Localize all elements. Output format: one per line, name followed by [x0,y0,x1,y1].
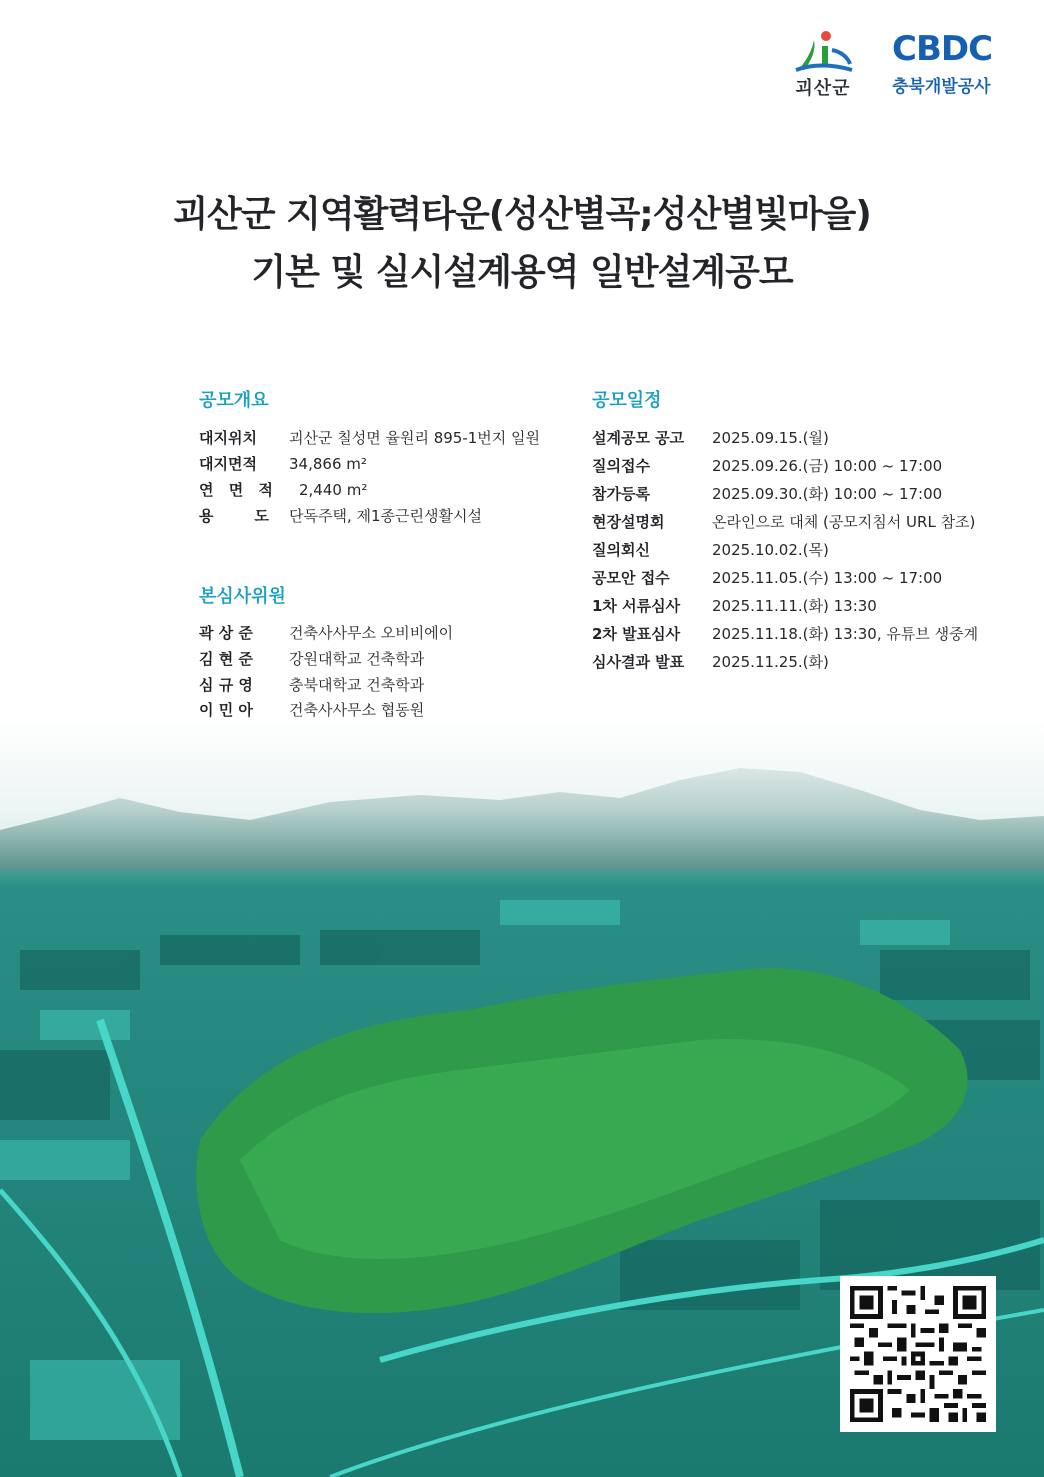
cbdc-logo [892,30,1010,100]
schedule-value: 2025.09.26.(금) 10:00 ~ 17:00 [712,457,943,475]
schedule-label: 참가등록 [592,485,650,503]
goesan-emblem-icon [792,28,854,74]
overview-label: 대지면적 [199,455,257,473]
jury-affiliation: 충북대학교 건축학과 [289,676,425,694]
overview-heading: 공모개요 [199,390,269,411]
jury-affiliation: 강원대학교 건축학과 [289,650,425,668]
overview-value: 2,440 m² [299,481,368,499]
schedule-value: 2025.10.02.(목) [712,541,829,559]
schedule-label: 질의접수 [592,457,650,475]
qr-code-icon [850,1286,986,1422]
qr-code[interactable] [840,1276,996,1432]
jury-name: 김 현 준 [199,650,253,668]
schedule-label: 2차 발표심사 [592,625,681,643]
schedule-value: 2025.11.05.(수) 13:00 ~ 17:00 [712,569,943,587]
goesan-county-logo [784,28,862,98]
schedule-value: 2025.11.18.(화) 13:30, 유튜브 생중계 [712,625,979,643]
overview-value: 단독주택, 제1종근린생활시설 [289,507,482,525]
cbdc-name: 충북개발공사 [892,77,991,97]
overview-value: 괴산군 칠성면 율원리 895-1번지 일원 [289,429,541,447]
jury-affiliation: 건축사사무소 오비비에이 [289,624,454,642]
cbdc-mark: CBDC [892,29,993,69]
schedule-label: 공모안 접수 [592,569,670,587]
schedule-label: 1차 서류심사 [592,597,681,615]
overview-value: 34,866 m² [289,455,367,473]
schedule-value: 온라인으로 대체 (공모지침서 URL 참조) [712,513,976,531]
overview-label: 대지위치 [199,429,257,447]
schedule-label: 현장설명회 [592,513,665,531]
schedule-value: 2025.09.15.(월) [712,429,829,447]
schedule-value: 2025.11.25.(화) [712,653,829,671]
goesan-logo-text: 괴산군 [795,78,851,99]
schedule-label: 심사결과 발표 [592,653,685,671]
jury-name: 이 민 아 [199,701,253,719]
title-line-1: 괴산군 지역활력타운(성산별곡;성산별빛마을) [173,194,871,235]
schedule-value: 2025.11.11.(화) 13:30 [712,597,877,615]
jury-name: 심 규 영 [199,676,253,694]
overview-label: 연 면 적 [199,481,278,499]
schedule-label: 질의회신 [592,541,650,559]
schedule-label: 설계공모 공고 [592,429,685,447]
overview-label: 용 도 [199,507,273,525]
jury-affiliation: 건축사사무소 협동원 [289,701,425,719]
schedule-heading: 공모일정 [592,390,662,411]
jury-name: 곽 상 준 [199,624,253,642]
title-line-2: 기본 및 실시설계용역 일반설계공모 [251,252,793,293]
jury-heading: 본심사위원 [199,586,286,607]
page-title [0,186,1044,302]
schedule-value: 2025.09.30.(화) 10:00 ~ 17:00 [712,485,943,503]
